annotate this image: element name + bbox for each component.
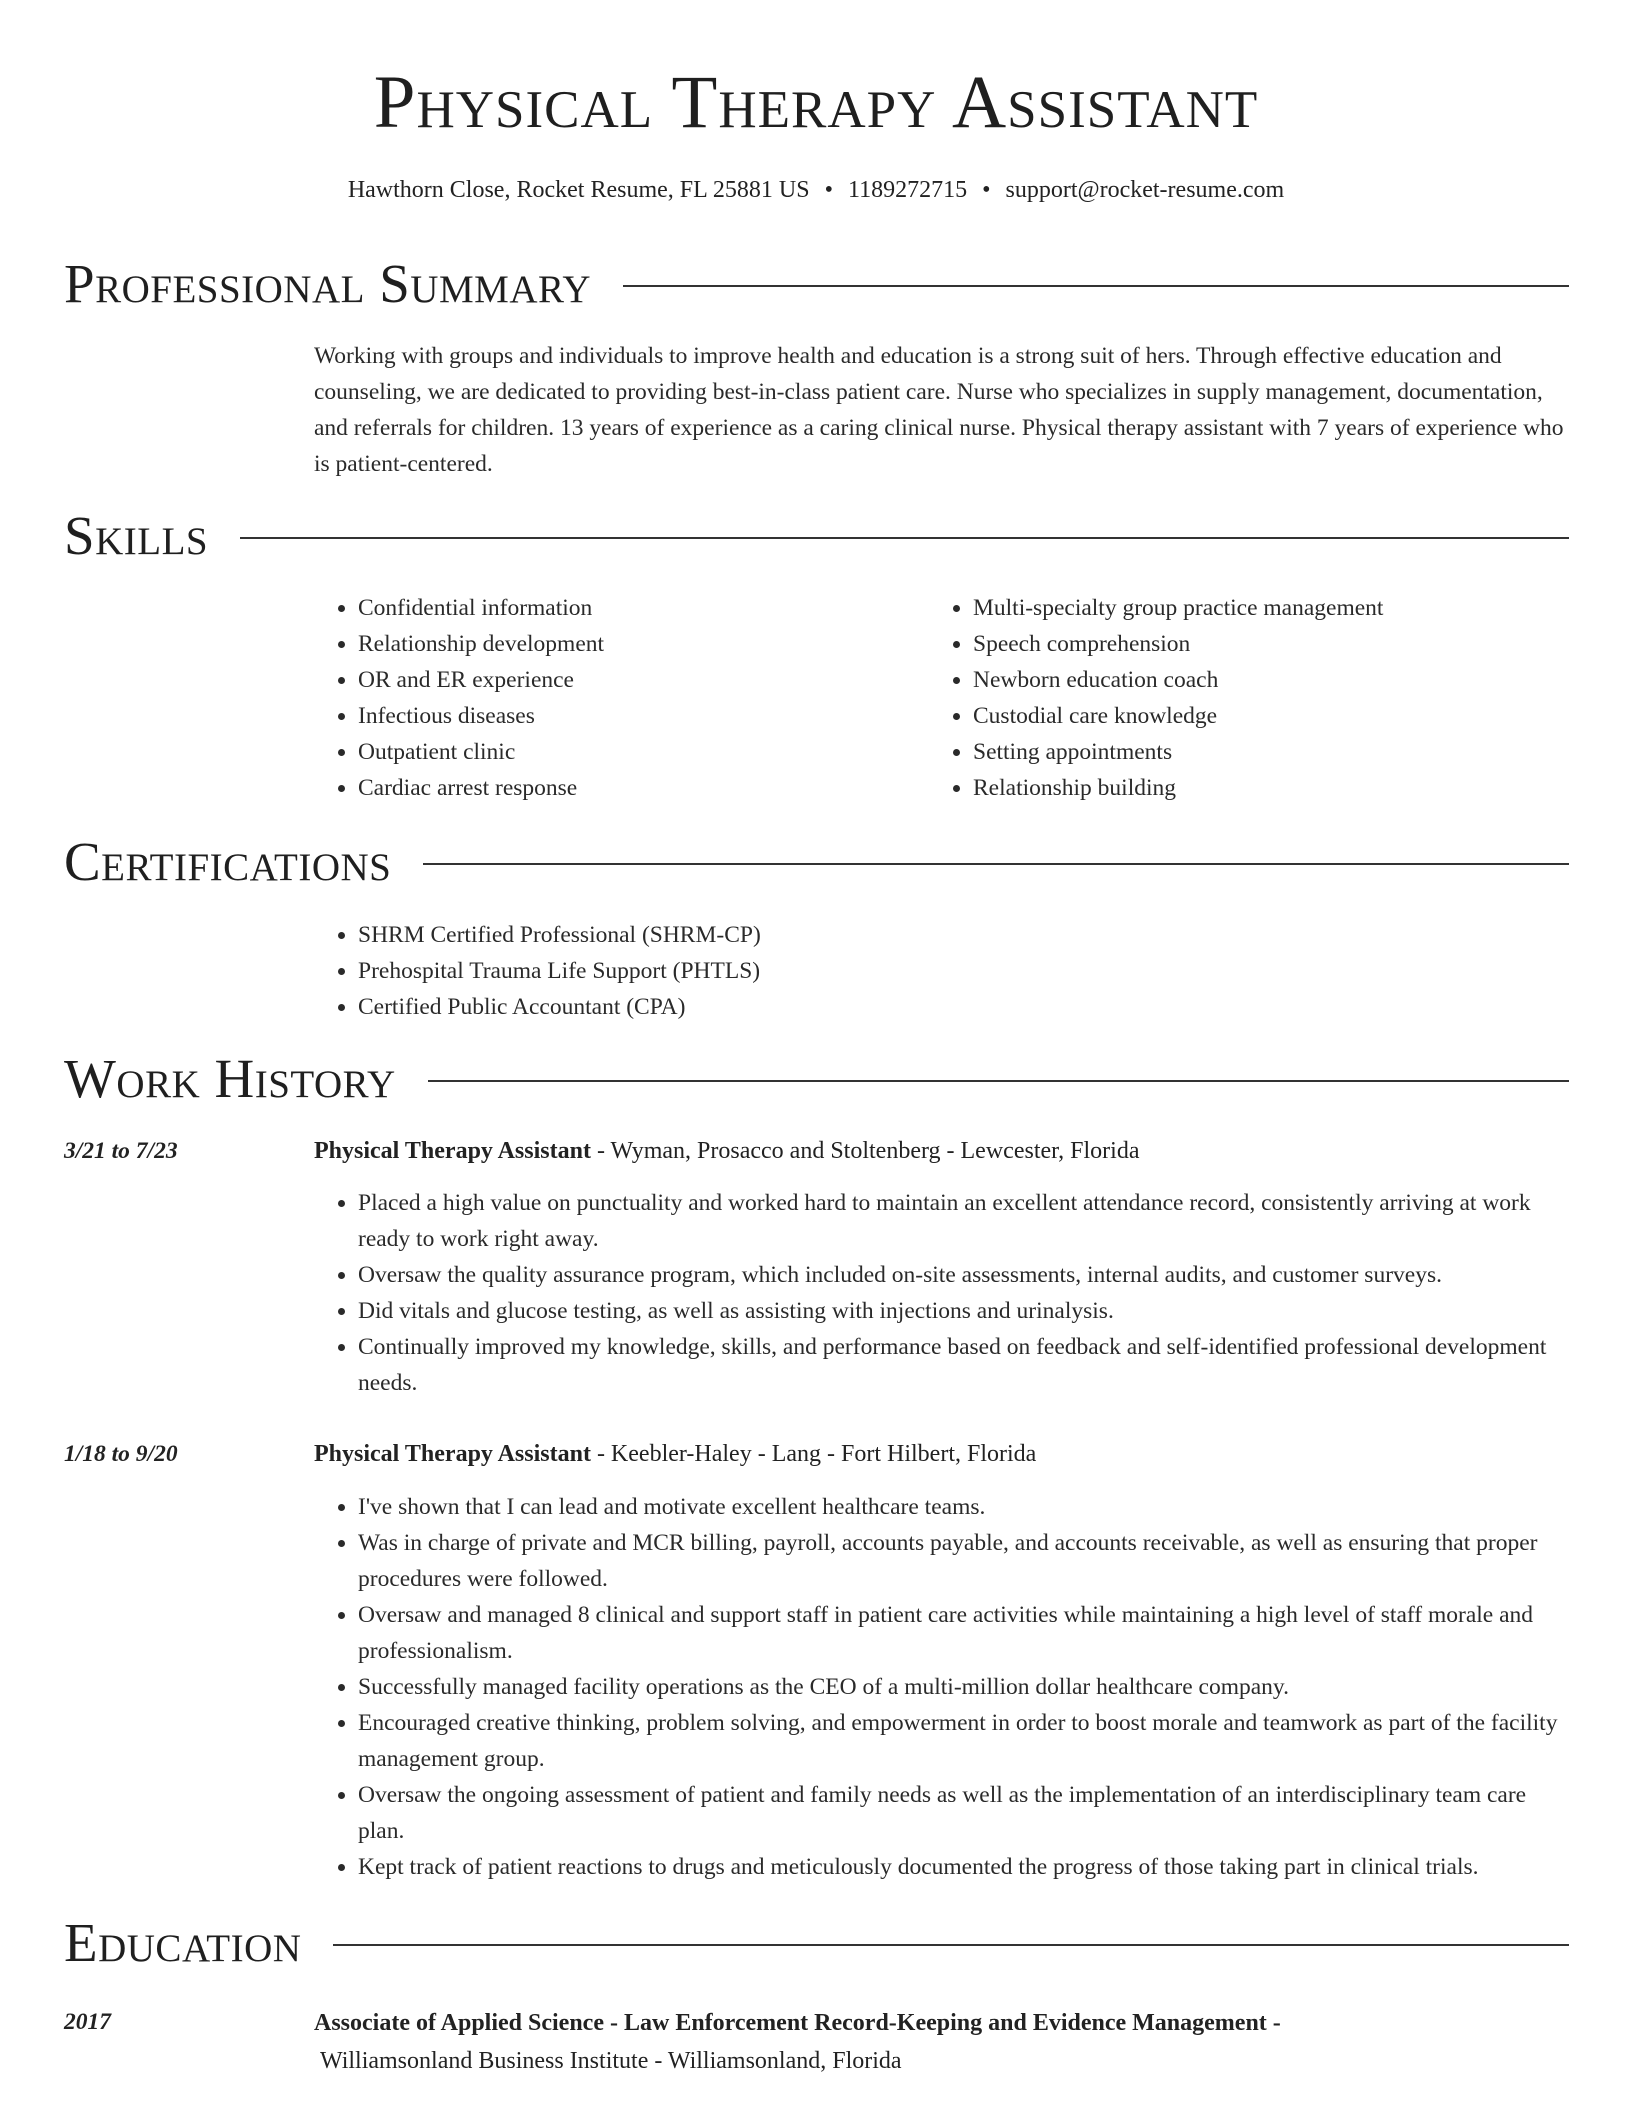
- summary-text: Working with groups and individuals to improve health and education is a strong suit of hers. Through effective education and counseling, we are dedicated to providing best-in-class patient care. Nurse who specializes in supply management, documentation, and referrals for children. 13 years of experience as a caring clinical nurse. Physical therapy assistant with 7 years of experience who is patient-centered.: [314, 343, 1564, 477]
- skills-right-column: [929, 590, 1569, 806]
- contact-separator: •: [824, 177, 833, 203]
- skill-item: • Outpatient clinic: [358, 734, 914, 770]
- education-entry: [314, 2004, 1569, 2080]
- work-role: Physical Therapy Assistant: [314, 1138, 591, 1164]
- work-bullet: • Oversaw the quality assurance program, which included on-site assessments, internal audits, and customer surveys.: [358, 1257, 1569, 1293]
- education-year: 2017: [64, 2009, 111, 2035]
- summary-title: Professional Summary: [64, 253, 592, 314]
- work-bullet: • Placed a high value on punctuality and worked hard to maintain an excellent attendance record, consistently arriving at work ready to work right away.: [358, 1185, 1569, 1257]
- section-divider: [623, 285, 1569, 287]
- work-bullet: • Oversaw and managed 8 clinical and support staff in patient care activities while maintaining a high level of staff morale and professionalism.: [358, 1597, 1569, 1669]
- work-title: Work History: [64, 1048, 396, 1109]
- skill-item: • Custodial care knowledge: [973, 698, 1569, 734]
- certification-item: • Certified Public Accountant (CPA): [358, 989, 1514, 1025]
- contact-address: Hawthorn Close, Rocket Resume, FL 25881 US: [347, 177, 810, 203]
- work-bullets: [314, 1489, 1569, 1885]
- work-bullet: • Oversaw the ongoing assessment of patient and family needs as well as the implementation of an interdisciplinary team care plan.: [358, 1777, 1569, 1849]
- contact-phone: 1189272715: [847, 177, 968, 203]
- work-employer: - Wyman, Prosacco and Stoltenberg - Lewcester, Florida: [590, 1138, 1140, 1164]
- skills-title: Skills: [64, 505, 209, 566]
- work-bullet: • Was in charge of private and MCR billing, payroll, accounts payable, and accounts receivable, as well as ensuring that proper procedures were followed.: [358, 1525, 1569, 1597]
- work-employer: - Keebler-Haley - Lang - Fort Hilbert, Florida: [590, 1441, 1037, 1467]
- certification-item: • SHRM Certified Professional (SHRM-CP): [358, 917, 1514, 953]
- work-dates: 3/21 to 7/23: [64, 1138, 178, 1164]
- certifications-section-header: [64, 830, 1569, 894]
- skill-item: • Multi-specialty group practice management: [973, 590, 1569, 626]
- skill-item: • Speech comprehension: [973, 626, 1569, 662]
- contact-separator: •: [982, 177, 991, 203]
- certifications-list: [314, 917, 1514, 1025]
- skill-item: • Cardiac arrest response: [358, 770, 914, 806]
- work-bullet: • Encouraged creative thinking, problem solving, and empowerment in order to boost morale and teamwork as part of the facility management group.: [358, 1705, 1569, 1777]
- certifications-title: Certifications: [64, 831, 392, 892]
- skill-item: • OR and ER experience: [358, 662, 914, 698]
- skill-item: • Relationship development: [358, 626, 914, 662]
- skill-item: • Infectious diseases: [358, 698, 914, 734]
- summary-section-header: [64, 252, 1569, 316]
- work-bullet: • Kept track of patient reactions to drugs and meticulously documented the progress of those taking part in clinical trials.: [358, 1849, 1569, 1885]
- contact-email: support@rocket-resume.com: [1005, 177, 1285, 203]
- work-heading: [314, 1133, 1569, 1169]
- work-bullet: • Continually improved my knowledge, skills, and performance based on feedback and self-identified professional development needs.: [358, 1329, 1569, 1401]
- skills-left-column: [314, 590, 914, 806]
- work-section-header: [64, 1047, 1569, 1111]
- education-title: Education: [64, 1912, 302, 1973]
- work-heading: [314, 1436, 1569, 1472]
- work-bullet: • Successfully managed facility operations as the CEO of a multi-million dollar healthcare company.: [358, 1669, 1569, 1705]
- resume-name: Physical Therapy Assistant: [373, 61, 1259, 144]
- skill-item: • Relationship building: [973, 770, 1569, 806]
- certification-item: • Prehospital Trauma Life Support (PHTLS): [358, 953, 1514, 989]
- contact-line: [0, 174, 1632, 206]
- work-bullet: • Did vitals and glucose testing, as well as assisting with injections and urinalysis.: [358, 1293, 1569, 1329]
- section-divider: [333, 1944, 1569, 1946]
- section-divider: [423, 863, 1569, 865]
- work-bullet: • I've shown that I can lead and motivate excellent healthcare teams.: [358, 1489, 1569, 1525]
- work-dates: 1/18 to 9/20: [64, 1441, 178, 1467]
- skills-section-header: [64, 504, 1569, 568]
- section-divider: [240, 537, 1569, 539]
- education-school: Williamsonland Business Institute - Williamsonland, Florida: [320, 2048, 902, 2074]
- work-role: Physical Therapy Assistant: [314, 1441, 591, 1467]
- education-section-header: [64, 1911, 1569, 1975]
- skill-item: • Confidential information: [358, 590, 914, 626]
- work-bullets: [314, 1185, 1569, 1401]
- skill-item: • Setting appointments: [973, 734, 1569, 770]
- education-degree: Associate of Applied Science - Law Enforcement Record-Keeping and Evidence Management -: [314, 2010, 1281, 2036]
- skill-item: • Newborn education coach: [973, 662, 1569, 698]
- section-divider: [428, 1080, 1569, 1082]
